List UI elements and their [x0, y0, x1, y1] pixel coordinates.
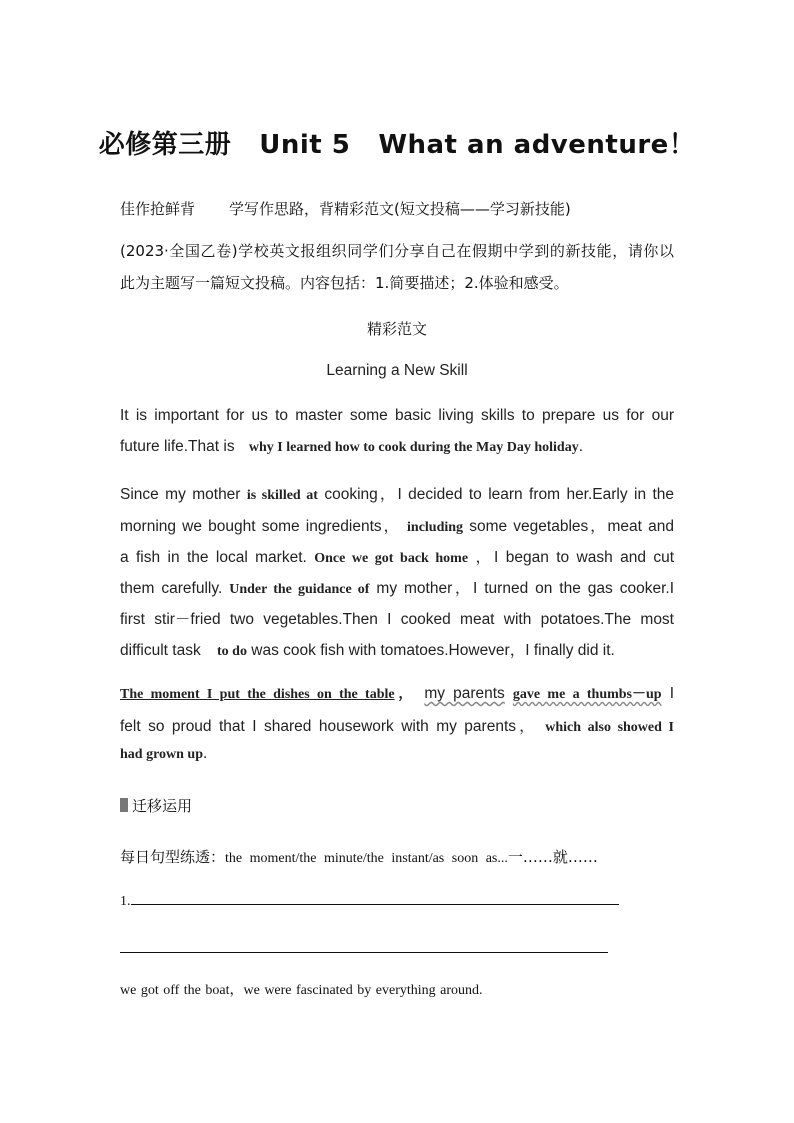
essay-text: my mother，I turned on the gas cooker.I: [376, 580, 674, 597]
highlight-phrase: which also showed I: [545, 720, 674, 735]
transfer-heading: [120, 795, 192, 816]
highlight-phrase: Under the guidance of: [229, 582, 370, 597]
practice-meaning: 一……就……: [507, 848, 598, 866]
highlight-phrase: including: [407, 520, 464, 535]
highlight-phrase: gave me a thumbs－up: [512, 687, 662, 702]
essay-text: felt so proud that I shared housework with my parents，: [120, 718, 538, 735]
prompt-line-2: 此为主题写一篇短文投稿。内容包括：1.简要描述；2.体验和感受。: [120, 274, 569, 292]
essay-p2-line-5: first stir－fried two vegetables.Then I cooked meat with potatoes.The most: [120, 611, 674, 628]
title-unit: Unit 5: [259, 130, 351, 160]
essay-text: Since my mother: [120, 486, 241, 503]
highlight-phrase: The moment I put the dishes on the table: [120, 687, 395, 702]
page-title: [0, 124, 794, 161]
answer-blank-2[interactable]: [120, 940, 608, 953]
question-1-continued: [120, 938, 608, 957]
transfer-heading-text: 迁移运用: [132, 797, 193, 815]
essay-text: .: [203, 745, 208, 762]
essay-p2-line-3: [120, 545, 674, 567]
essay-text: was cook fish with tomatoes.However，I finally did it.: [251, 642, 615, 659]
essay-text: .: [578, 438, 584, 455]
section-marker-icon: [120, 798, 128, 812]
essay-p2-line-2: [120, 514, 674, 536]
title-zh: 必修第三册: [98, 130, 232, 160]
essay-p1-line-2: [120, 438, 583, 456]
subheader-left: 佳作抢鲜背: [120, 200, 196, 218]
practice-pattern: the moment/the minute/the instant/as soon as...: [225, 851, 508, 866]
title-name: What an adventure！: [378, 130, 696, 160]
essay-text: I: [669, 685, 674, 702]
essay-p3-line-3: [120, 745, 207, 763]
essay-p3-line-2: [120, 714, 674, 736]
essay-text: some vegetables，meat and: [469, 518, 674, 535]
essay-text: future life.That is: [120, 438, 235, 455]
prompt-line-1: (2023·全国乙卷)学校英文报组织同学们分享自己在假期中学到的新技能，请你以: [120, 242, 674, 260]
subject-phrase: my parents: [424, 685, 505, 702]
question-1-sentence: we got off the boat，we were fascinated by everything around.: [120, 983, 483, 998]
subheader-right: 学写作思路，背精彩范文(短文投稿——学习新技能): [229, 200, 571, 218]
essay-text: a fish in the local market.: [120, 549, 307, 566]
essay-text: them carefully.: [120, 580, 223, 597]
essay-p1-line-1: It is important for us to master some basic living skills to prepare us for our: [120, 407, 674, 424]
highlight-phrase: to do: [217, 644, 247, 659]
essay-text: ，I began to wash and cut: [475, 549, 674, 566]
essay-p3-line-1: [120, 683, 674, 703]
answer-blank-1[interactable]: [131, 892, 619, 905]
highlight-phrase: is skilled at: [246, 488, 318, 503]
practice-line: [120, 846, 598, 867]
section-heading: 精彩范文: [366, 320, 427, 338]
essay-text: difficult task: [120, 642, 201, 659]
essay-text: cooking，I decided to learn from her.Early in the: [324, 486, 675, 503]
subheader: [120, 198, 571, 219]
question-number: 1.: [120, 894, 131, 909]
highlight-phrase: had grown up: [120, 747, 204, 762]
practice-label: 每日句型练透：: [120, 848, 226, 866]
essay-p2-line-6: [120, 638, 615, 660]
essay-p2-line-1: [120, 482, 674, 504]
essay-text: ，: [394, 687, 417, 702]
highlight-phrase: Once we got back home: [314, 551, 469, 566]
essay-title: Learning a New Skill: [326, 362, 468, 379]
essay-p2-line-4: [120, 576, 674, 598]
essay-text: morning we bought some ingredients，: [120, 518, 401, 535]
highlight-phrase: why I learned how to cook during the May Day holiday: [248, 440, 579, 455]
question-1: [120, 890, 619, 910]
